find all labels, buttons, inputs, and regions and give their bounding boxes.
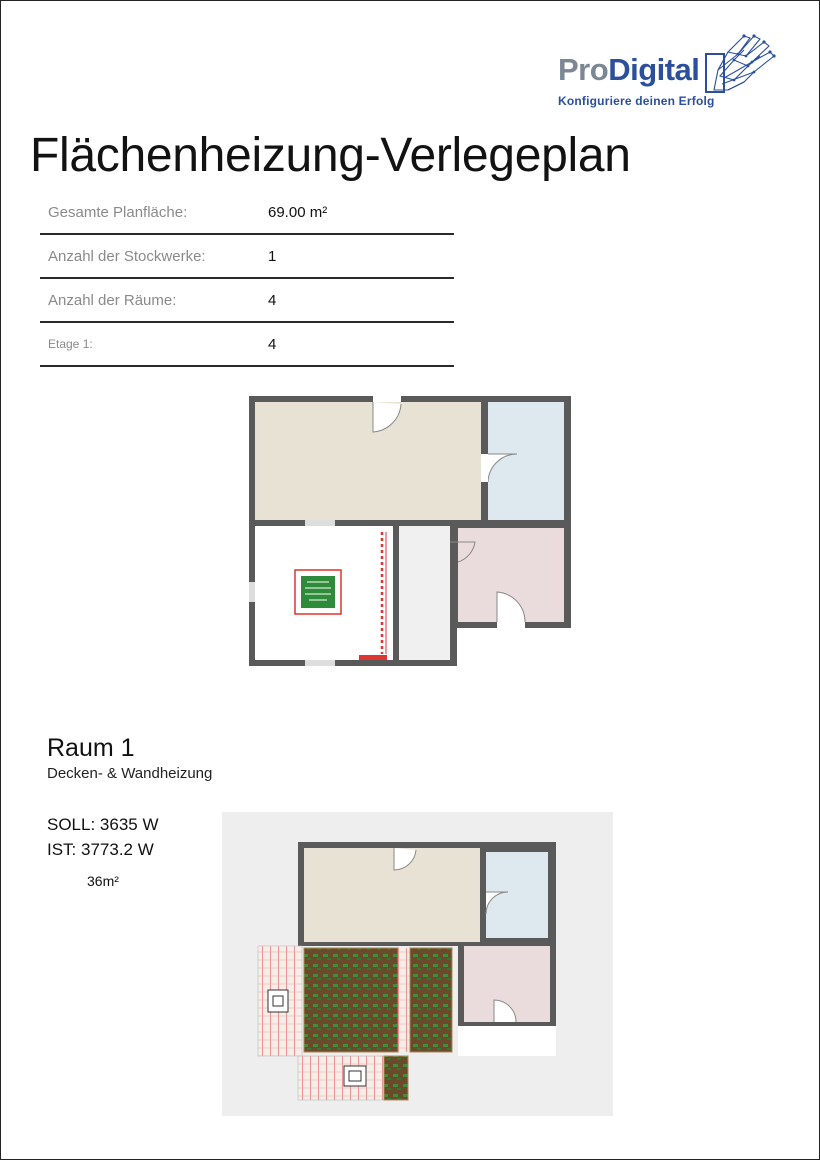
summary-value: 1 bbox=[268, 248, 277, 265]
room-blue bbox=[488, 402, 564, 520]
logo-word-digital: Digital bbox=[608, 52, 700, 87]
summary-value: 4 bbox=[268, 336, 277, 353]
summary-row-rooms bbox=[40, 279, 454, 323]
summary-value: 4 bbox=[268, 292, 277, 309]
door-gap bbox=[497, 622, 525, 628]
ist-value: IST: 3773.2 W bbox=[47, 840, 154, 859]
wall-heating-bottom bbox=[298, 1056, 384, 1100]
summary-row-floor-1 bbox=[40, 323, 454, 367]
ceiling-heating-field bbox=[304, 948, 398, 1052]
window-symbol bbox=[268, 990, 288, 1012]
room-beige bbox=[255, 402, 481, 520]
white-area bbox=[458, 1026, 556, 1056]
summary-label: Anzahl der Räume: bbox=[48, 292, 177, 309]
ceiling-heating-field bbox=[410, 948, 452, 1052]
window bbox=[305, 660, 335, 666]
summary-row-floors bbox=[40, 235, 454, 279]
hallway bbox=[399, 526, 450, 660]
logo-tagline: Konfiguriere deinen Erfolg bbox=[558, 94, 715, 108]
heating-block bbox=[359, 655, 387, 660]
hand-network-icon bbox=[704, 30, 780, 94]
logo-word-pro: Pro bbox=[558, 52, 609, 87]
door-gap bbox=[373, 396, 401, 402]
room-heating-plan bbox=[222, 812, 613, 1116]
summary-table bbox=[40, 191, 454, 367]
summary-label: Gesamte Planfläche: bbox=[48, 204, 188, 221]
summary-row-total-area bbox=[40, 191, 454, 235]
soll-value: SOLL: 3635 W bbox=[47, 815, 159, 834]
summary-label: Anzahl der Stockwerke: bbox=[48, 248, 206, 265]
door-gap bbox=[481, 454, 488, 482]
heating-label bbox=[301, 576, 335, 608]
window bbox=[249, 582, 255, 602]
wall-heating-strip bbox=[398, 948, 410, 1052]
logo-wordmark bbox=[558, 52, 699, 88]
prodigital-logo bbox=[556, 30, 786, 114]
room-area: 36m² bbox=[87, 873, 119, 889]
ceiling-heating-field bbox=[384, 1056, 408, 1100]
summary-label: Etage 1: bbox=[48, 337, 93, 351]
floor-plan-overview bbox=[245, 392, 575, 672]
window-symbol bbox=[344, 1066, 366, 1086]
page-title: Flächenheizung-Verlegeplan bbox=[30, 129, 631, 182]
room-title: Raum 1 bbox=[47, 734, 135, 762]
room-subtitle: Decken- & Wandheizung bbox=[47, 765, 213, 782]
summary-value: 69.00 m² bbox=[268, 204, 328, 221]
room-beige bbox=[304, 848, 480, 942]
window bbox=[305, 520, 335, 526]
